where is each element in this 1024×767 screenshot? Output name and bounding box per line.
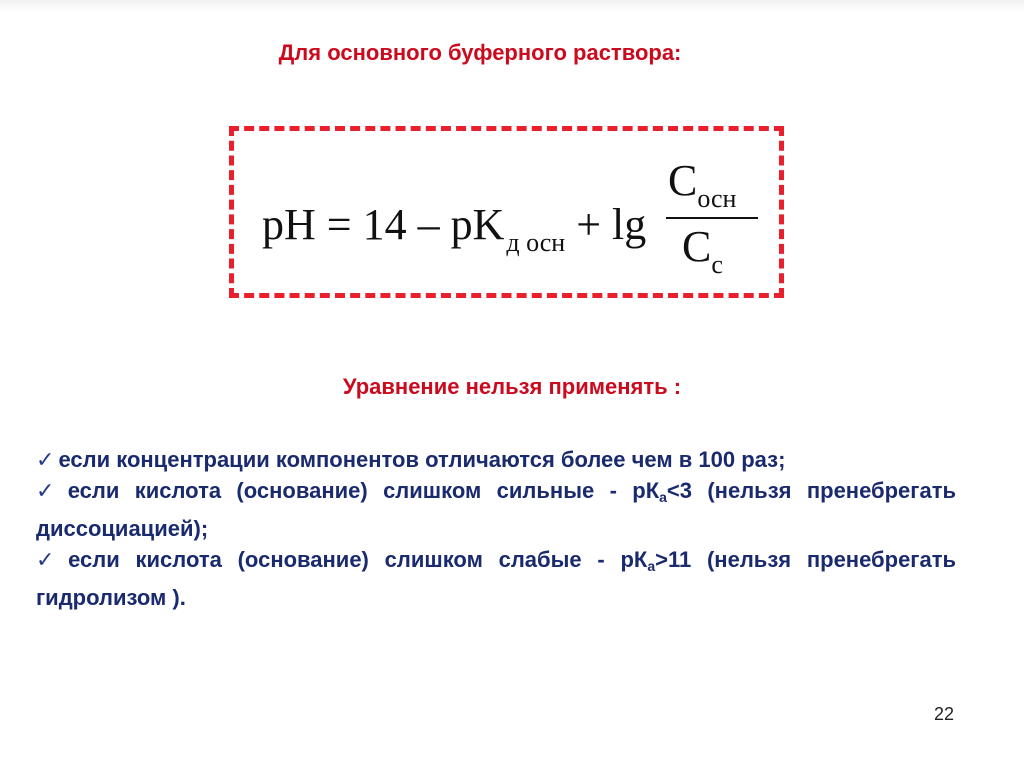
denominator-subscript: с	[711, 250, 723, 279]
denominator-base: C	[682, 222, 712, 271]
condition-text-post: <3 (нельзя пренебрегать диссоциацией);	[36, 478, 956, 541]
conditions-heading: Уравнение нельзя применять :	[342, 374, 682, 399]
buffer-formula	[262, 156, 762, 281]
conditions-list	[36, 444, 956, 613]
condition-text: если концентрации компонентов отличаются более чем в 100 раз;	[58, 447, 786, 472]
formula-main: pH = 14 – pK	[262, 200, 505, 249]
list-item	[36, 544, 956, 613]
fraction-numerator	[668, 155, 737, 213]
fraction-denominator	[682, 221, 723, 279]
concentration-fraction	[666, 156, 762, 279]
condition-text-pre: если кислота (основание) слишком слабые - pК	[68, 547, 648, 572]
condition-subscript: а	[659, 489, 667, 505]
condition-text-post: >11 (нельзя пренебрегать гидролизом ).	[36, 547, 956, 610]
formula-left-part	[262, 199, 647, 257]
formula-box	[229, 126, 784, 298]
slide-number: 22	[934, 704, 955, 724]
list-item	[36, 444, 956, 475]
numerator-subscript: осн	[697, 184, 737, 213]
checkmark-icon: ✓	[36, 447, 55, 472]
fraction-bar	[666, 217, 758, 219]
formula-pk-subscript: д осн	[506, 228, 566, 257]
slide-top-band	[0, 0, 1024, 12]
list-item	[36, 475, 956, 544]
numerator-base: C	[668, 156, 698, 205]
checkmark-icon: ✓	[36, 478, 64, 503]
condition-text-pre: если кислота (основание) слишком сильные - pК	[67, 478, 660, 503]
formula-lg: + lg	[565, 200, 647, 249]
condition-subscript: а	[647, 558, 656, 574]
checkmark-icon: ✓	[36, 547, 65, 572]
slide-title: Для основного буферного раствора:	[278, 40, 682, 65]
